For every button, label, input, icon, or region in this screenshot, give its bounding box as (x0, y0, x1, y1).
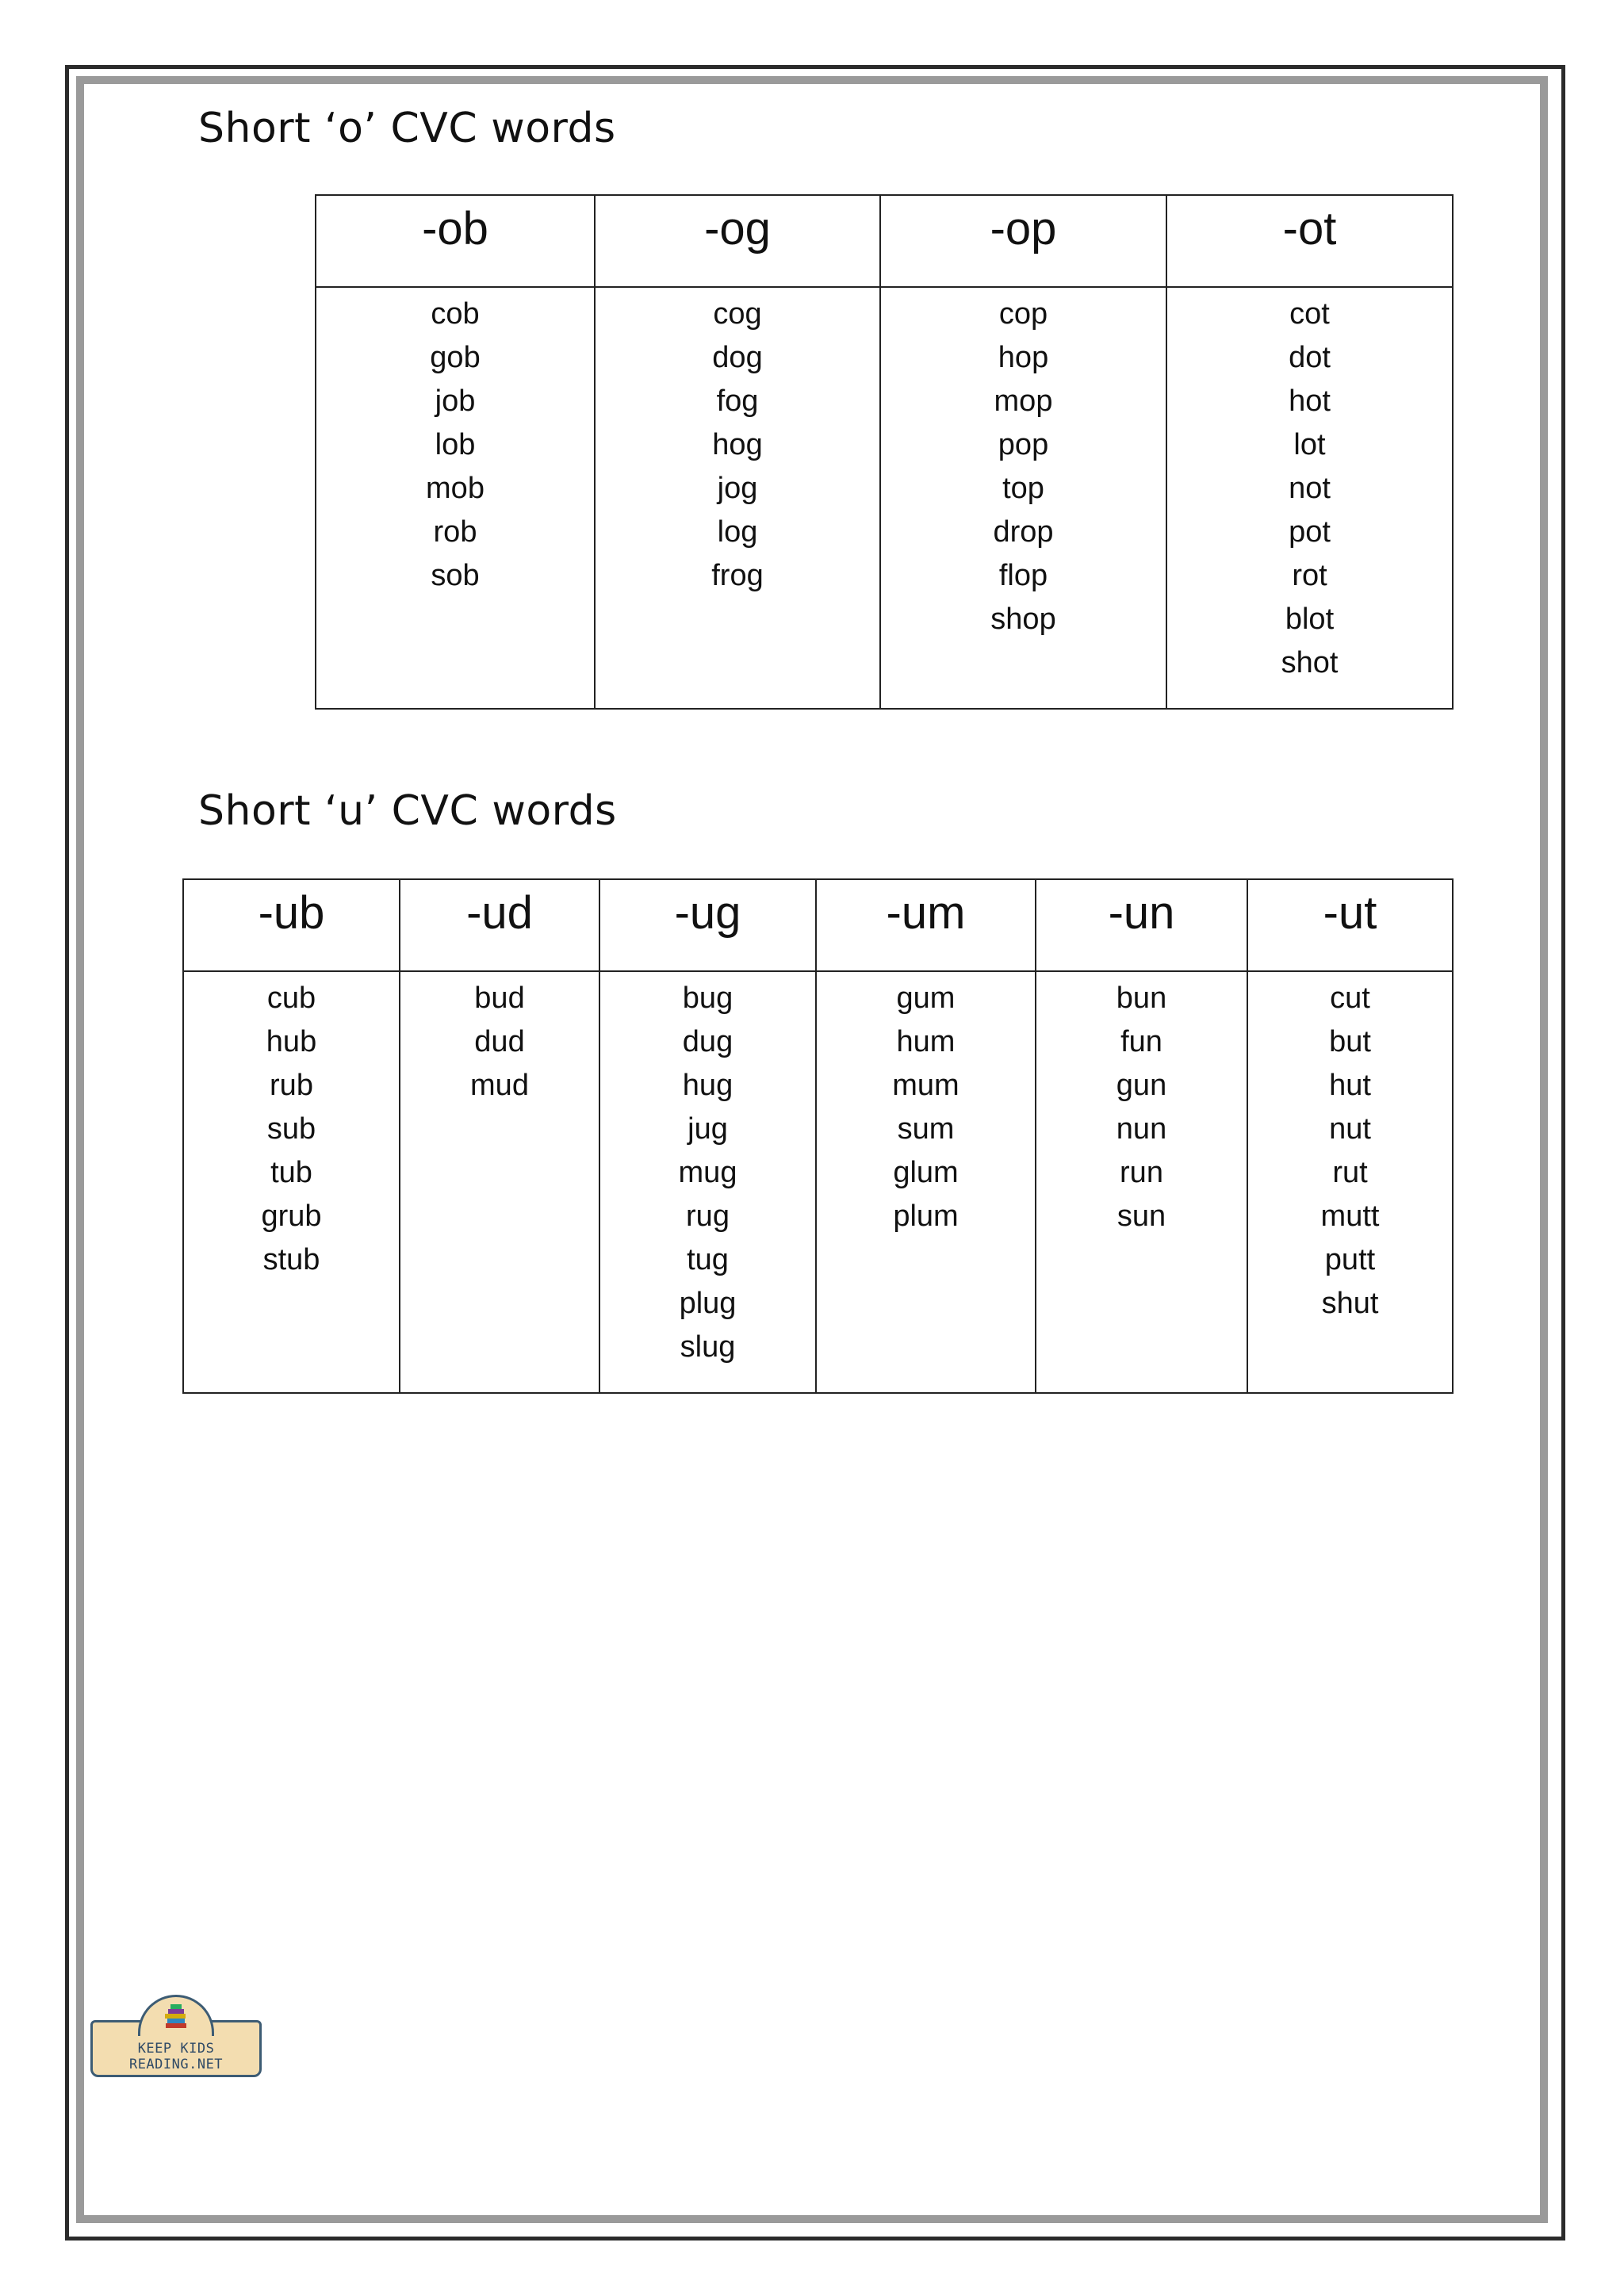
word: mop (994, 385, 1053, 418)
short-u-col-ub (183, 971, 400, 1393)
word: dog (712, 341, 763, 374)
word: cop (998, 297, 1048, 331)
word: top (1002, 472, 1044, 505)
short-u-header-ub: -ub (183, 879, 400, 971)
word: gun (1116, 1069, 1167, 1102)
logo-text: KEEP KIDS READING.NET (128, 2041, 224, 2072)
word: but (1329, 1025, 1371, 1058)
word: flop (998, 559, 1048, 592)
word: dot (1289, 341, 1331, 374)
short-u-col-ug (599, 971, 816, 1393)
word: shot (1281, 646, 1339, 679)
word: mutt (1320, 1200, 1380, 1233)
word: hug (682, 1069, 733, 1102)
word: shut (1321, 1287, 1379, 1320)
word: log (717, 515, 758, 549)
word: cob (431, 297, 480, 331)
short-o-col-ob (316, 287, 595, 709)
short-o-col-op (880, 287, 1166, 709)
word: job (435, 385, 476, 418)
word: rug (686, 1200, 730, 1233)
word: grub (261, 1200, 322, 1233)
short-o-header-ob: -ob (316, 195, 595, 287)
short-u-title: Short ‘u’ CVC words (198, 787, 617, 835)
word-list (1036, 977, 1247, 1238)
word: nut (1329, 1112, 1371, 1146)
word: sun (1116, 1200, 1166, 1233)
word-list (400, 977, 599, 1108)
word: sub (266, 1112, 316, 1146)
word: glum (893, 1156, 959, 1189)
word: nun (1116, 1112, 1167, 1146)
word-list (600, 977, 815, 1369)
word-list (184, 977, 399, 1282)
word: mug (678, 1156, 737, 1189)
word: bud (474, 982, 525, 1015)
short-u-col-um (816, 971, 1036, 1393)
short-o-header-ot: -ot (1166, 195, 1453, 287)
word: lot (1293, 428, 1326, 461)
word: stub (262, 1243, 320, 1276)
word: mud (470, 1069, 529, 1102)
word: sum (897, 1112, 955, 1146)
word: frog (711, 559, 764, 592)
word-list (1248, 977, 1452, 1326)
short-u-header-ud: -ud (400, 879, 599, 971)
word: hot (1289, 385, 1331, 418)
word: rob (433, 515, 477, 549)
word: hum (896, 1025, 956, 1058)
word: putt (1324, 1243, 1376, 1276)
word: bug (682, 982, 733, 1015)
word: hut (1329, 1069, 1371, 1102)
short-o-header-og: -og (595, 195, 880, 287)
word-list (1167, 293, 1452, 685)
word: blot (1285, 603, 1335, 636)
word: pop (998, 428, 1049, 461)
word: rot (1292, 559, 1327, 592)
word: dug (682, 1025, 733, 1058)
word: bun (1116, 982, 1167, 1015)
word: sob (431, 559, 480, 592)
word-list (817, 977, 1035, 1238)
word: run (1120, 1156, 1163, 1189)
word: not (1289, 472, 1331, 505)
word: cut (1330, 982, 1370, 1015)
word: drop (993, 515, 1054, 549)
word-list (316, 293, 594, 598)
short-o-table (315, 194, 1454, 710)
word: gum (896, 982, 956, 1015)
word: tug (687, 1243, 729, 1276)
word: hub (266, 1025, 317, 1058)
word-list (596, 293, 879, 598)
short-u-col-ut (1247, 971, 1453, 1393)
short-u-header-ug: -ug (599, 879, 816, 971)
word: jug (688, 1112, 728, 1146)
word: fog (716, 385, 759, 418)
word: hop (998, 341, 1049, 374)
word: fun (1120, 1025, 1162, 1058)
short-u-header-um: -um (816, 879, 1036, 971)
keep-kids-reading-logo (90, 1995, 265, 2084)
word: cot (1289, 297, 1330, 331)
short-o-title: Short ‘o’ CVC words (198, 105, 616, 152)
word: jog (717, 472, 758, 505)
word: slug (680, 1330, 736, 1364)
short-u-col-un (1036, 971, 1247, 1393)
short-o-col-og (595, 287, 880, 709)
word: hog (712, 428, 763, 461)
word-list (881, 293, 1166, 641)
word: plug (679, 1287, 737, 1320)
word: tub (270, 1156, 312, 1189)
word: rub (270, 1069, 313, 1102)
short-o-header-op: -op (880, 195, 1166, 287)
short-u-header-un: -un (1036, 879, 1247, 971)
word: pot (1289, 515, 1331, 549)
word: lob (435, 428, 476, 461)
short-u-table (182, 878, 1454, 1394)
short-u-header-ut: -ut (1247, 879, 1453, 971)
word: plum (893, 1200, 959, 1233)
word: shop (990, 603, 1056, 636)
word: mob (426, 472, 485, 505)
word: cog (713, 297, 762, 331)
short-u-col-ud (400, 971, 599, 1393)
word: gob (430, 341, 481, 374)
word: cub (266, 982, 316, 1015)
word: dud (474, 1025, 525, 1058)
word: mum (892, 1069, 959, 1102)
books-stack-icon (163, 2003, 190, 2030)
short-o-col-ot (1166, 287, 1453, 709)
word: rut (1332, 1156, 1368, 1189)
